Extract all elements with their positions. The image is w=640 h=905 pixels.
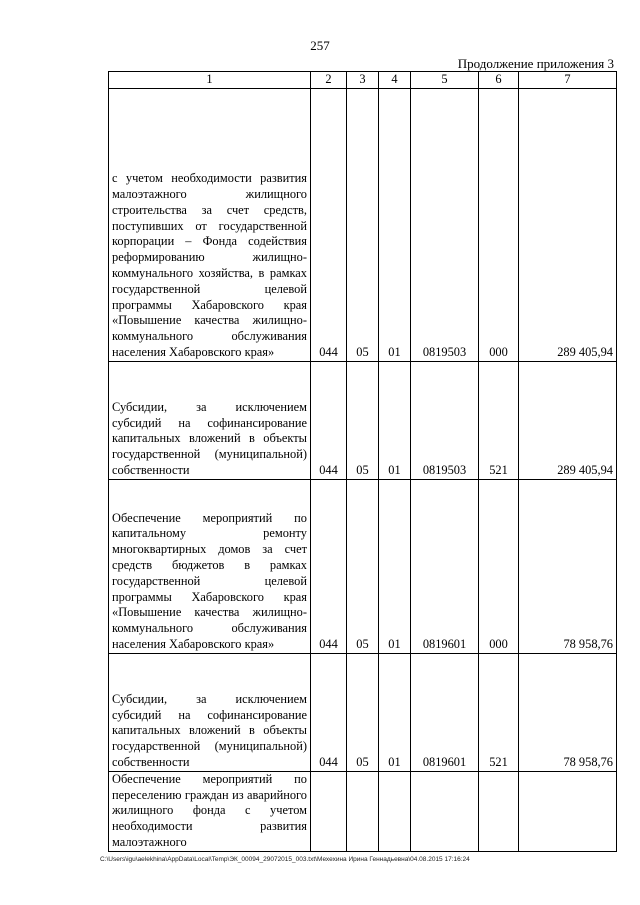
cell-subsection: 01 bbox=[379, 88, 411, 361]
cell-section: 05 bbox=[347, 361, 379, 479]
cell-subsection: 01 bbox=[379, 479, 411, 653]
column-header: 7 bbox=[519, 72, 617, 89]
cell-target-article: 0819503 bbox=[411, 361, 479, 479]
column-header: 2 bbox=[311, 72, 347, 89]
row-description: с учетом необходимости развития малоэтажного жилищного строительства за счет средств, поступивших от государственной корпорации – Фонда содействия реформированию жилищно-коммунального хозяйства, в рамках государственной целевой программы Хабаровского края «Повышение качества жилищно-коммунального обслуживания населения Хабаровского края» bbox=[109, 88, 311, 361]
cell-ministry-code bbox=[311, 771, 347, 851]
cell-expense-type: 000 bbox=[479, 479, 519, 653]
cell-amount: 78 958,76 bbox=[519, 653, 617, 771]
cell-ministry-code: 044 bbox=[311, 653, 347, 771]
column-header: 4 bbox=[379, 72, 411, 89]
cell-amount bbox=[519, 771, 617, 851]
row-description: Обеспечение мероприятий по переселению граждан из аварийного жилищного фонда с учетом необходимости развития малоэтажного bbox=[109, 771, 311, 851]
cell-subsection: 01 bbox=[379, 653, 411, 771]
cell-amount: 289 405,94 bbox=[519, 361, 617, 479]
page-number: 257 bbox=[310, 38, 330, 53]
row-description: Обеспечение мероприятий по капитальному ремонту многоквартирных домов за счет средств бюджетов в рамках государственной целевой программы Хабаровского края «Повышение качества жилищно-коммунального обслуживания населения Хабаровского края» bbox=[109, 479, 311, 653]
cell-expense-type: 000 bbox=[479, 88, 519, 361]
table-row bbox=[109, 771, 617, 851]
row-description: Субсидии, за исключением субсидий на софинансирование капитальных вложений в объекты государственной (муниципальной) собственности bbox=[109, 361, 311, 479]
continuation-caption: Продолжение приложения 3 bbox=[457, 56, 614, 71]
row-description: Субсидии, за исключением субсидий на софинансирование капитальных вложений в объекты государственной (муниципальной) собственности bbox=[109, 653, 311, 771]
cell-subsection: 01 bbox=[379, 361, 411, 479]
cell-section: 05 bbox=[347, 479, 379, 653]
cell-ministry-code: 044 bbox=[311, 361, 347, 479]
column-header: 5 bbox=[411, 72, 479, 89]
cell-target-article: 0819601 bbox=[411, 479, 479, 653]
budget-table bbox=[108, 71, 617, 852]
table-row bbox=[109, 88, 617, 361]
cell-target-article bbox=[411, 771, 479, 851]
cell-ministry-code: 044 bbox=[311, 479, 347, 653]
column-header: 6 bbox=[479, 72, 519, 89]
cell-ministry-code: 044 bbox=[311, 88, 347, 361]
cell-section bbox=[347, 771, 379, 851]
cell-expense-type: 521 bbox=[479, 361, 519, 479]
column-header: 3 bbox=[347, 72, 379, 89]
cell-amount: 78 958,76 bbox=[519, 479, 617, 653]
cell-expense-type bbox=[479, 771, 519, 851]
cell-amount: 289 405,94 bbox=[519, 88, 617, 361]
cell-target-article: 0819503 bbox=[411, 88, 479, 361]
column-header: 1 bbox=[109, 72, 311, 89]
table-row bbox=[109, 653, 617, 771]
cell-section: 05 bbox=[347, 88, 379, 361]
table-header-row bbox=[109, 72, 617, 89]
file-path-footer: C:\Users\igu\aelekhina\AppData\Local\Temp\ЭК_00094_29072015_003.txt\Мехехина Ирина Геннадьевна\04.08.2015 17:16:24 bbox=[100, 856, 470, 863]
cell-target-article: 0819601 bbox=[411, 653, 479, 771]
cell-expense-type: 521 bbox=[479, 653, 519, 771]
table-row bbox=[109, 361, 617, 479]
cell-subsection bbox=[379, 771, 411, 851]
table-row bbox=[109, 479, 617, 653]
cell-section: 05 bbox=[347, 653, 379, 771]
